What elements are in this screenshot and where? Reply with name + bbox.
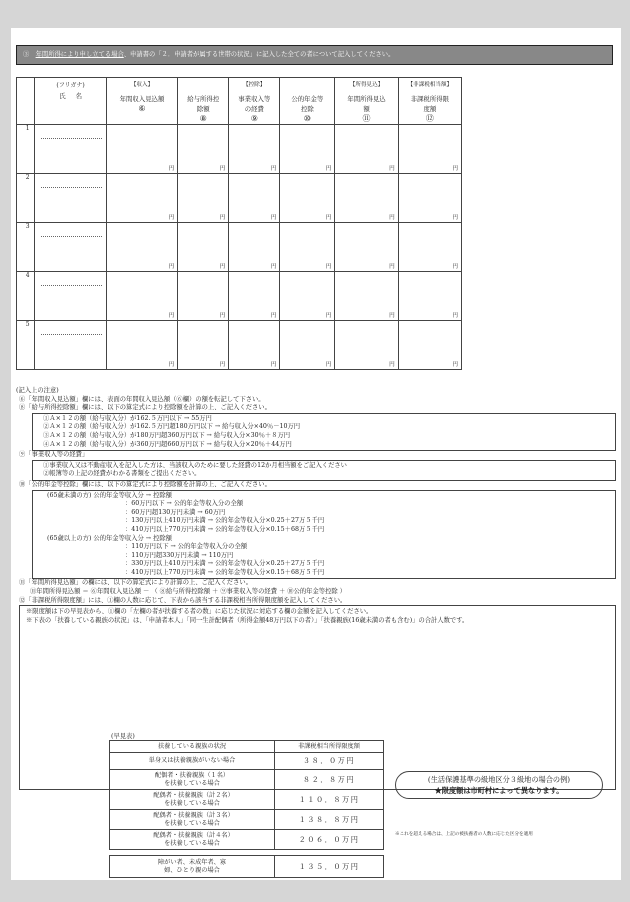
amount-field[interactable]: 円 — [178, 321, 229, 370]
header-limit: 非課税相当所得限度額 — [275, 741, 384, 753]
list-item: ：130万円以上410万円未満 → 公的年金等収入分×0.25＋27万５千円 — [125, 517, 325, 525]
status-cell: 配偶者・扶養親族（１名）を扶養している場合 — [110, 770, 275, 790]
cat-nontax: 【非課税相当額】 — [407, 82, 453, 88]
amount-field[interactable]: 円 — [229, 272, 280, 321]
table-row — [110, 790, 384, 810]
row-number: 4 — [17, 272, 35, 321]
name-header — [35, 78, 106, 125]
amount-field[interactable]: 円 — [106, 223, 177, 272]
limit-cell: ３８．０万円 — [275, 753, 384, 770]
amount-field[interactable]: 円 — [335, 174, 398, 223]
note-8-box — [32, 413, 616, 451]
furigana-label: (フリガナ) — [56, 82, 85, 89]
col-label: 年間収入見込額 — [119, 95, 165, 103]
name-field[interactable] — [35, 321, 106, 370]
note-8: ⑧「給与所得控除額」欄には、以下の算定式により控除額を計算の上、ご記入ください。 — [19, 404, 271, 412]
limit-cell: ２０６．０万円 — [275, 830, 384, 850]
col-salary-deduction-header — [178, 78, 229, 125]
amount-field[interactable]: 円 — [335, 321, 398, 370]
col-nontax-limit-header — [398, 78, 461, 125]
amount-field[interactable]: 円 — [106, 272, 177, 321]
status-cell: 配偶者・扶養親族（計４名）を扶養している場合 — [110, 830, 275, 850]
amount-field[interactable]: 円 — [398, 272, 461, 321]
form-page — [11, 28, 621, 880]
amount-field[interactable]: 円 — [229, 174, 280, 223]
amount-field[interactable]: 円 — [178, 272, 229, 321]
table-row — [17, 272, 462, 321]
table-row — [17, 321, 462, 370]
note-10-box — [32, 490, 616, 580]
row-number: 3 — [17, 223, 35, 272]
table-row — [110, 830, 384, 850]
row-number: 2 — [17, 174, 35, 223]
note-10: ⑩「公的年金等控除」欄には、以下の算定式により控除額を計算の上、ご記入ください。 — [19, 480, 271, 488]
status-cell: 単身又は扶養親族がいない場合 — [110, 753, 275, 770]
col-annual-income-header — [335, 78, 398, 125]
amount-field[interactable]: 円 — [398, 321, 461, 370]
table-row — [17, 174, 462, 223]
list-item: ①事業収入又は不動産収入を記入した方は、当該収入のために要した経費の12か月相当額をご記入ください — [43, 461, 347, 469]
table-row — [17, 223, 462, 272]
quick-table-title: (早見表) — [111, 733, 135, 740]
amount-field[interactable]: 円 — [178, 223, 229, 272]
list-item: ：410万円以上770万円未満 → 公的年金等収入分×0.15＋68万５千円 — [125, 525, 325, 533]
table-row — [110, 770, 384, 790]
col-label: 給与所得控除額 — [187, 95, 220, 113]
amount-field[interactable]: 円 — [335, 223, 398, 272]
list-item: ：330万円以上410万円未満 → 公的年金等収入分×0.25＋27万５千円 — [125, 560, 325, 568]
col-label: 非課税所得限度額 — [410, 95, 449, 113]
note-9-box — [32, 460, 616, 481]
table-row — [110, 856, 384, 878]
list-item: ④Ａ×１２の額（給与収入分）が360万円超660万円以下 → 給与収入分×20％＋44万円 — [43, 440, 292, 448]
notes-section — [16, 387, 616, 790]
col-business-expense-header — [229, 78, 280, 125]
list-item: ：110万円超330万円未満 → 110万円 — [125, 551, 234, 559]
banner-underlined: 年間所得により申し立てる場合 — [35, 51, 124, 58]
amount-field[interactable]: 円 — [280, 125, 335, 174]
amount-field[interactable]: 円 — [398, 174, 461, 223]
note-11: ⑪「年間所得見込額」の欄には、以下の算定式により計算の上、ご記入ください。 — [19, 579, 252, 587]
list-item: ：110万円以下 → 公的年金等収入分の全額 — [125, 543, 248, 551]
cat-income: 【収入】 — [130, 82, 154, 88]
note-11-formula: ⑪年間所得見込額 ＝ ⑥年間収入見込額 － （ ⑧給与所得控除額 ＋ ⑨事業収入等の経費 ＋ ⑩公的年金等控除 ） — [30, 588, 346, 596]
status-cell: 配偶者・扶養親族（計２名）を扶養している場合 — [110, 790, 275, 810]
row-number: 1 — [17, 125, 35, 174]
name-field[interactable] — [35, 125, 106, 174]
note-9: ⑨「事業収入等の経費」 — [19, 451, 89, 459]
name-label: 氏名 — [59, 92, 92, 100]
list-item: ②Ａ×１２の額（給与収入分）が162.５万円超180万円以下 → 給与収入分×40％－10万円 — [43, 423, 301, 431]
list-item: ③Ａ×１２の額（給与収入分）が180万円超360万円以下 → 給与収入分×30％＋８万円 — [43, 431, 291, 439]
col-num: ⑨ — [250, 114, 258, 123]
amount-field[interactable]: 円 — [398, 223, 461, 272]
cat-deduction: 【控除】 — [243, 82, 266, 88]
example-line1: (生活保護基準の級地区分３級地の場合の例) — [427, 775, 571, 784]
table-row — [110, 810, 384, 830]
amount-field[interactable]: 円 — [335, 125, 398, 174]
name-field[interactable] — [35, 223, 106, 272]
header-status: 扶養している親族の状況 — [110, 741, 275, 753]
note-10-over65: (65歳以上の方) 公的年金等収入分 → 控除額 — [47, 534, 172, 542]
amount-field[interactable]: 円 — [106, 174, 177, 223]
instruction-banner — [16, 45, 613, 65]
note-6: ⑥「年間収入見込額」欄には、表面の年間収入見込額（⑥欄）の額を転記して下さい。 — [19, 395, 265, 403]
status-cell: 配偶者・扶養親族（計３名）を扶養している場合 — [110, 810, 275, 830]
notes-heading: (記入上の注意) — [16, 387, 59, 394]
amount-field[interactable]: 円 — [280, 174, 335, 223]
col-label: 年間所得見込額 — [347, 95, 386, 113]
note-12-line: ※限度額は下の早見表から、①欄の「左欄の者が扶養する者の数」に応じた状況に対応する欄の金額を記入してください。 — [26, 608, 373, 616]
note-10-under65: (65歳未満の方) 公的年金等収入分 → 控除額 — [47, 491, 172, 499]
banner-text: 、申請書の「２．申請者が属する世帯の状況」に記入した全ての者について記入してください。 — [123, 51, 395, 58]
name-field[interactable] — [35, 174, 106, 223]
banner-number: ③ — [23, 51, 30, 58]
example-note — [395, 771, 603, 799]
name-field[interactable] — [35, 272, 106, 321]
amount-field[interactable]: 円 — [280, 321, 335, 370]
col-label: 公的年金等控除 — [291, 95, 324, 113]
note-12-line: ※下表の「扶養している親族の状況」は、「申請者本人」「同一生計配偶者（所得金額48万円以下の者）」「扶養親族(16歳未満の者も含む)」の合計人数です。 — [26, 616, 469, 624]
col-num: ⑫ — [425, 114, 434, 123]
list-item: ：410万円以上770万円未満 → 公的年金等収入分×0.15＋68万５千円 — [125, 568, 325, 576]
amount-field[interactable]: 円 — [178, 174, 229, 223]
limit-cell: １３５．０万円 — [275, 856, 384, 878]
limit-cell: １３８．８万円 — [275, 810, 384, 830]
row-number: 5 — [17, 321, 35, 370]
income-table — [16, 77, 462, 370]
cat-income-est: 【所得見込】 — [349, 82, 384, 88]
status-cell: 障がい者、未成年者、寡婦、ひとり親の場合 — [110, 856, 275, 878]
limit-cell: １１０．８万円 — [275, 790, 384, 810]
amount-field[interactable]: 円 — [106, 125, 177, 174]
amount-field[interactable]: 円 — [106, 321, 177, 370]
example-line2: ★限度額は市町村によって異なります。 — [434, 786, 564, 795]
list-item: ：60万円以下 → 公的年金等収入分の全額 — [125, 500, 244, 508]
amount-field[interactable]: 円 — [178, 125, 229, 174]
amount-field[interactable]: 円 — [398, 125, 461, 174]
col-num: ⑥ — [138, 104, 146, 113]
amount-field[interactable]: 円 — [229, 321, 280, 370]
table-row — [17, 125, 462, 174]
amount-field[interactable]: 円 — [335, 272, 398, 321]
quick-reference-table — [109, 740, 384, 878]
amount-field[interactable]: 円 — [229, 223, 280, 272]
list-item: ①Ａ×１２の額（給与収入分）が162.５万円以下 → 55万円 — [43, 414, 212, 422]
list-item: ②帳簿等の上記の経費がわかる書類をご提出ください。 — [43, 470, 201, 478]
col-pension-deduction-header — [280, 78, 335, 125]
col-income-header — [106, 78, 177, 125]
amount-field[interactable]: 円 — [280, 223, 335, 272]
table-row — [110, 753, 384, 770]
col-num: ⑧ — [199, 114, 207, 123]
col-num: ⑪ — [362, 114, 371, 123]
amount-field[interactable]: 円 — [229, 125, 280, 174]
note-12: ⑫「非課税所得限度額」には、①欄の人数に応じて、下表から該当する非課税相当所得限度額を記入してください。 — [19, 596, 347, 604]
footnote: ※これを超える場合は、上記の被扶養者の人数に応じた区分を適用 — [395, 832, 533, 837]
col-label: 事業収入等の経費 — [238, 95, 271, 113]
limit-cell: ８２．８万円 — [275, 770, 384, 790]
col-num: ⑩ — [303, 114, 311, 123]
list-item: ：60万円超130万円未満 → 60万円 — [125, 508, 226, 516]
amount-field[interactable]: 円 — [280, 272, 335, 321]
